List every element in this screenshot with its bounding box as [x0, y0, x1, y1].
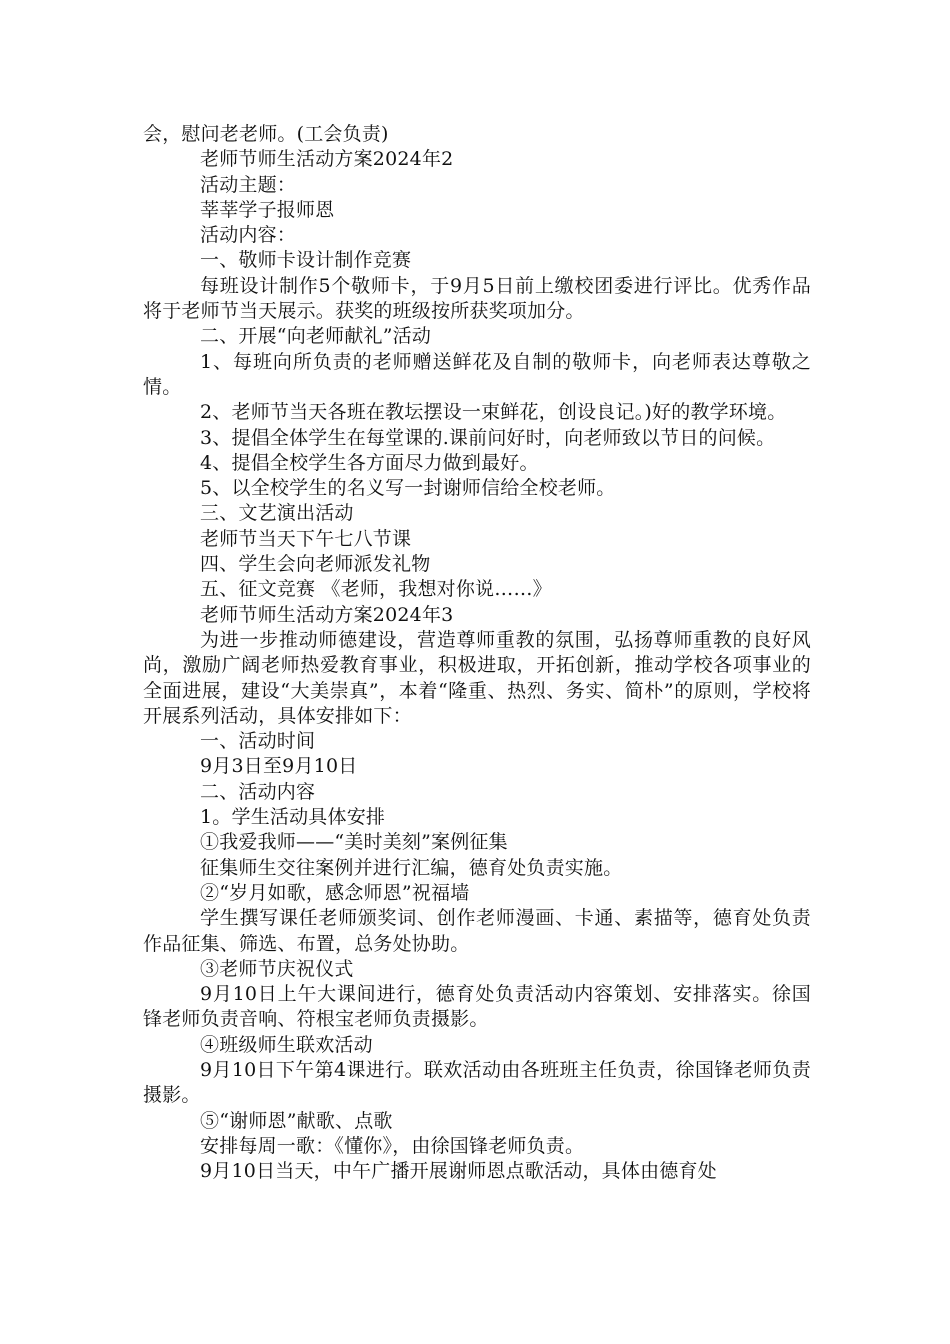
- paragraph: 1。学生活动具体安排: [200, 806, 386, 829]
- paragraph: 三、文艺演出活动: [200, 502, 354, 525]
- paragraph: 安排每周一歌：《懂你》，由徐国锋老师负责。: [200, 1134, 585, 1157]
- paragraph: 9月10日当天，中午广播开展谢师恩点歌活动，具体由德育处: [200, 1160, 717, 1183]
- paragraph: 一、敬师卡设计制作竞赛: [200, 249, 412, 272]
- paragraph: 二、开展“向老师献礼”活动: [200, 325, 432, 348]
- paragraph: 会，慰问老老师。(工会负责): [143, 123, 389, 145]
- paragraph: 老师节师生活动方案2024年3: [200, 603, 454, 626]
- paragraph: 学生撰写课任老师颁奖词、创作老师漫画、卡通、素描等，德育处负责作品征集、筛选、布置，总务处协助。: [143, 907, 811, 955]
- document-body: [143, 122, 811, 1184]
- paragraph: ①我爱我师——“美时美刻”案例征集: [200, 831, 508, 854]
- paragraph: ③老师节庆祝仪式: [200, 957, 354, 980]
- paragraph: 老师节师生活动方案2024年2: [200, 148, 454, 171]
- paragraph: 1、每班向所负责的老师赠送鲜花及自制的敬师卡，向老师表达尊敬之情。: [143, 350, 811, 398]
- paragraph: 3、提倡全体学生在每堂课的.课前问好时，向老师致以节日的问候。: [200, 426, 776, 449]
- paragraph: 活动主题：: [200, 173, 297, 196]
- paragraph: 9月3日至9月10日: [200, 755, 358, 778]
- paragraph: 9月10日上午大课间进行，德育处负责活动内容策划、安排落实。徐国锋老师负责音响、符根宝老师负责摄影。: [143, 983, 811, 1031]
- paragraph: 每班设计制作5个敬师卡，于9月5日前上缴校团委进行评比。优秀作品将于老师节当天展示。获奖的班级按所获奖项加分。: [143, 274, 811, 323]
- paragraph: 老师节当天下午七八节课: [200, 527, 412, 550]
- paragraph: 2、老师节当天各班在教坛摆设一束鲜花，创设良记。)好的教学环境。: [200, 401, 787, 424]
- paragraph: ②“岁月如歌，感念师恩”祝福墙: [200, 881, 470, 904]
- paragraph: 二、活动内容: [200, 780, 316, 803]
- paragraph: 5、以全校学生的名义写一封谢师信给全校老师。: [200, 477, 616, 500]
- paragraph: 征集师生交往案例并进行汇编，德育处负责实施。: [200, 856, 623, 879]
- paragraph: 五、征文竞赛 《老师，我想对你说……》: [200, 578, 552, 601]
- paragraph: 一、活动时间: [200, 730, 316, 753]
- paragraph: 活动内容：: [200, 224, 297, 247]
- paragraph: 4、提倡全校学生各方面尽力做到最好。: [200, 451, 539, 474]
- paragraph: 9月10日下午第4课进行。联欢活动由各班班主任负责，徐国锋老师负责摄影。: [143, 1058, 811, 1107]
- paragraph: 莘莘学子报师恩: [200, 198, 335, 221]
- paragraph: ④班级师生联欢活动: [200, 1033, 373, 1056]
- paragraph: 四、学生会向老师派发礼物: [200, 553, 431, 576]
- paragraph: ⑤“谢师恩”献歌、点歌: [200, 1109, 393, 1132]
- paragraph: 为进一步推动师德建设，营造尊师重教的氛围，弘扬尊师重教的良好风尚，激励广阔老师热爱教育事业，积极进取，开拓创新，推动学校各项事业的全面进展，建设“大美崇真”，本着“隆重、热烈、务实、简朴”的原则，学校将开展系列活动，具体安排如下：: [143, 628, 811, 727]
